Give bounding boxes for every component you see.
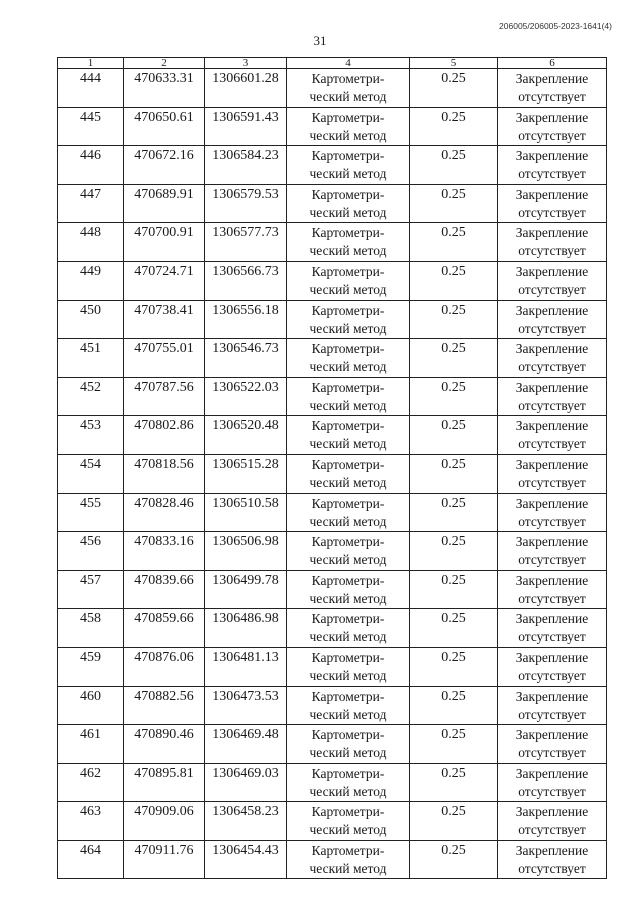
column-number-row [58,58,607,69]
table-row [58,686,607,725]
table-row [58,184,607,223]
fixation-cell [498,146,607,185]
method-text: Картометри- [311,263,385,279]
method-cell [287,416,410,455]
y-coordinate-cell: 1306454.43 [205,840,287,879]
method-cell [287,802,410,841]
accuracy-cell: 0.25 [410,686,498,725]
table-row [58,454,607,493]
fixation-text: Закрепление [515,765,589,781]
fixation-cell [498,107,607,146]
method-cell [287,69,410,108]
method-cell [287,223,410,262]
fixation-cell [498,339,607,378]
method-cell [287,532,410,571]
fixation-text: Закрепление [515,727,589,743]
y-coordinate-cell: 1306546.73 [205,339,287,378]
x-coordinate-cell: 470882.56 [124,686,205,725]
y-coordinate-cell: 1306469.48 [205,725,287,764]
fixation-text: отсутствует [518,667,586,683]
fixation-cell [498,184,607,223]
y-coordinate-cell: 1306520.48 [205,416,287,455]
y-coordinate-cell: 1306499.78 [205,570,287,609]
x-coordinate-cell: 470700.91 [124,223,205,262]
method-text: Картометри- [311,842,385,858]
accuracy-cell: 0.25 [410,802,498,841]
y-coordinate-cell: 1306458.23 [205,802,287,841]
point-number-cell: 461 [58,725,124,764]
fixation-cell [498,840,607,879]
x-coordinate-cell: 470672.16 [124,146,205,185]
method-text: ческий метод [309,127,387,143]
fixation-text: отсутствует [518,166,586,182]
fixation-text: Закрепление [515,225,589,241]
point-number-cell: 446 [58,146,124,185]
y-coordinate-cell: 1306591.43 [205,107,287,146]
column-number: 5 [410,58,498,69]
table-body [58,69,607,879]
fixation-cell [498,725,607,764]
method-cell [287,454,410,493]
x-coordinate-cell: 470689.91 [124,184,205,223]
x-coordinate-cell: 470650.61 [124,107,205,146]
method-text: Картометри- [311,804,385,820]
y-coordinate-cell: 1306579.53 [205,184,287,223]
fixation-cell [498,493,607,532]
point-number-cell: 462 [58,763,124,802]
column-number: 6 [498,58,607,69]
method-text: Картометри- [311,572,385,588]
table-row [58,107,607,146]
fixation-cell [498,570,607,609]
point-number-cell: 458 [58,609,124,648]
point-number-cell: 444 [58,69,124,108]
point-number-cell: 450 [58,300,124,339]
table-row [58,802,607,841]
fixation-text: отсутствует [518,359,586,375]
page-number: 31 [313,33,327,48]
method-text: ческий метод [309,397,387,413]
table-row [58,840,607,879]
y-coordinate-cell: 1306515.28 [205,454,287,493]
fixation-text: отсутствует [518,783,586,799]
point-number-cell: 460 [58,686,124,725]
point-number-cell: 454 [58,454,124,493]
fixation-text: отсутствует [518,629,586,645]
fixation-text: Закрепление [515,804,589,820]
fixation-cell [498,609,607,648]
table-row [58,300,607,339]
fixation-cell [498,454,607,493]
fixation-text: отсутствует [518,127,586,143]
fixation-text: отсутствует [518,590,586,606]
fixation-cell [498,416,607,455]
y-coordinate-cell: 1306473.53 [205,686,287,725]
table-row [58,647,607,686]
y-coordinate-cell: 1306469.03 [205,763,287,802]
x-coordinate-cell: 470911.76 [124,840,205,879]
point-number-cell: 452 [58,377,124,416]
method-text: Картометри- [311,611,385,627]
method-text: ческий метод [309,822,387,838]
x-coordinate-cell: 470839.66 [124,570,205,609]
fixation-text: Закрепление [515,534,589,550]
fixation-text: Закрепление [515,418,589,434]
fixation-text: отсутствует [518,474,586,490]
table-row [58,146,607,185]
x-coordinate-cell: 470633.31 [124,69,205,108]
method-text: Картометри- [311,765,385,781]
method-text: ческий метод [309,320,387,336]
fixation-cell [498,223,607,262]
method-cell [287,686,410,725]
column-number: 2 [124,58,205,69]
method-text: Картометри- [311,688,385,704]
method-text: ческий метод [309,590,387,606]
method-text: ческий метод [309,745,387,761]
method-text: Картометри- [311,456,385,472]
method-cell [287,184,410,223]
method-cell [287,107,410,146]
x-coordinate-cell: 470738.41 [124,300,205,339]
method-cell [287,840,410,879]
fixation-cell [498,647,607,686]
method-text: Картометри- [311,341,385,357]
x-coordinate-cell: 470895.81 [124,763,205,802]
method-text: Картометри- [311,649,385,665]
fixation-text: отсутствует [518,243,586,259]
method-text: Картометри- [311,302,385,318]
method-text: ческий метод [309,513,387,529]
point-number-cell: 464 [58,840,124,879]
point-number-cell: 457 [58,570,124,609]
accuracy-cell: 0.25 [410,763,498,802]
fixation-cell [498,802,607,841]
fixation-text: отсутствует [518,552,586,568]
method-text: Картометри- [311,495,385,511]
method-cell [287,339,410,378]
fixation-text: Закрепление [515,186,589,202]
fixation-text: Закрепление [515,688,589,704]
accuracy-cell: 0.25 [410,454,498,493]
x-coordinate-cell: 470909.06 [124,802,205,841]
method-text: ческий метод [309,243,387,259]
x-coordinate-cell: 470890.46 [124,725,205,764]
fixation-cell [498,300,607,339]
accuracy-cell: 0.25 [410,223,498,262]
x-coordinate-cell: 470876.06 [124,647,205,686]
accuracy-cell: 0.25 [410,146,498,185]
method-cell [287,609,410,648]
accuracy-cell: 0.25 [410,493,498,532]
fixation-text: отсутствует [518,436,586,452]
method-text: ческий метод [309,436,387,452]
table-row [58,223,607,262]
method-text: ческий метод [309,860,387,876]
fixation-text: отсутствует [518,397,586,413]
column-number: 1 [58,58,124,69]
point-number-cell: 456 [58,532,124,571]
table-row [58,532,607,571]
point-number-cell: 445 [58,107,124,146]
fixation-text: отсутствует [518,822,586,838]
accuracy-cell: 0.25 [410,300,498,339]
column-number: 4 [287,58,410,69]
method-cell [287,725,410,764]
accuracy-cell: 0.25 [410,416,498,455]
method-cell [287,261,410,300]
table-row [58,377,607,416]
x-coordinate-cell: 470818.56 [124,454,205,493]
point-number-cell: 453 [58,416,124,455]
point-number-cell: 455 [58,493,124,532]
method-text: Картометри- [311,379,385,395]
fixation-text: Закрепление [515,71,589,86]
y-coordinate-cell: 1306506.98 [205,532,287,571]
accuracy-cell: 0.25 [410,840,498,879]
point-number-cell: 448 [58,223,124,262]
fixation-text: Закрепление [515,263,589,279]
fixation-text: отсутствует [518,320,586,336]
y-coordinate-cell: 1306522.03 [205,377,287,416]
y-coordinate-cell: 1306556.18 [205,300,287,339]
fixation-text: Закрепление [515,148,589,164]
fixation-text: Закрепление [515,379,589,395]
accuracy-cell: 0.25 [410,570,498,609]
document-id: 206005/206005-2023-1641(4) [499,21,612,31]
fixation-cell [498,377,607,416]
accuracy-cell: 0.25 [410,609,498,648]
point-number-cell: 449 [58,261,124,300]
method-text: ческий метод [309,359,387,375]
accuracy-cell: 0.25 [410,377,498,416]
fixation-text: отсутствует [518,860,586,876]
fixation-text: Закрепление [515,842,589,858]
accuracy-cell: 0.25 [410,532,498,571]
fixation-cell [498,69,607,108]
table-row [58,339,607,378]
method-text: Картометри- [311,727,385,743]
fixation-cell [498,686,607,725]
fixation-text: Закрепление [515,495,589,511]
method-cell [287,647,410,686]
fixation-text: отсутствует [518,281,586,297]
method-text: Картометри- [311,148,385,164]
accuracy-cell: 0.25 [410,339,498,378]
fixation-text: Закрепление [515,649,589,665]
fixation-text: Закрепление [515,341,589,357]
table-row [58,763,607,802]
fixation-text: отсутствует [518,89,586,104]
method-text: Картометри- [311,418,385,434]
table-row [58,493,607,532]
point-number-cell: 447 [58,184,124,223]
accuracy-cell: 0.25 [410,107,498,146]
x-coordinate-cell: 470828.46 [124,493,205,532]
method-cell [287,146,410,185]
fixation-text: отсутствует [518,204,586,220]
fixation-text: Закрепление [515,109,589,125]
fixation-text: отсутствует [518,513,586,529]
x-coordinate-cell: 470724.71 [124,261,205,300]
method-text: ческий метод [309,783,387,799]
method-text: ческий метод [309,474,387,490]
y-coordinate-cell: 1306577.73 [205,223,287,262]
fixation-cell [498,261,607,300]
method-cell [287,493,410,532]
method-text: Картометри- [311,534,385,550]
y-coordinate-cell: 1306481.13 [205,647,287,686]
method-text: ческий метод [309,281,387,297]
table-row [58,261,607,300]
table-row [58,416,607,455]
method-text: Картометри- [311,109,385,125]
method-cell [287,763,410,802]
accuracy-cell: 0.25 [410,647,498,686]
x-coordinate-cell: 470755.01 [124,339,205,378]
method-text: ческий метод [309,667,387,683]
accuracy-cell: 0.25 [410,69,498,108]
x-coordinate-cell: 470802.86 [124,416,205,455]
y-coordinate-cell: 1306584.23 [205,146,287,185]
coordinates-table [57,57,607,879]
table-row [58,725,607,764]
accuracy-cell: 0.25 [410,725,498,764]
y-coordinate-cell: 1306510.58 [205,493,287,532]
method-text: Картометри- [311,225,385,241]
point-number-cell: 463 [58,802,124,841]
point-number-cell: 459 [58,647,124,686]
y-coordinate-cell: 1306601.28 [205,69,287,108]
x-coordinate-cell: 470787.56 [124,377,205,416]
fixation-cell [498,532,607,571]
table-row [58,609,607,648]
fixation-text: отсутствует [518,706,586,722]
y-coordinate-cell: 1306566.73 [205,261,287,300]
method-text: ческий метод [309,204,387,220]
method-cell [287,300,410,339]
fixation-text: Закрепление [515,572,589,588]
method-cell [287,377,410,416]
method-text: ческий метод [309,706,387,722]
accuracy-cell: 0.25 [410,261,498,300]
fixation-text: Закрепление [515,456,589,472]
fixation-text: Закрепление [515,302,589,318]
method-text: ческий метод [309,552,387,568]
table-row [58,570,607,609]
accuracy-cell: 0.25 [410,184,498,223]
column-number: 3 [205,58,287,69]
fixation-cell [498,763,607,802]
fixation-text: отсутствует [518,745,586,761]
method-text: Картометри- [311,71,385,86]
method-cell [287,570,410,609]
method-text: ческий метод [309,166,387,182]
x-coordinate-cell: 470833.16 [124,532,205,571]
table-row [58,69,607,108]
x-coordinate-cell: 470859.66 [124,609,205,648]
method-text: Картометри- [311,186,385,202]
point-number-cell: 451 [58,339,124,378]
fixation-text: Закрепление [515,611,589,627]
y-coordinate-cell: 1306486.98 [205,609,287,648]
method-text: ческий метод [309,629,387,645]
method-text: ческий метод [309,89,387,104]
